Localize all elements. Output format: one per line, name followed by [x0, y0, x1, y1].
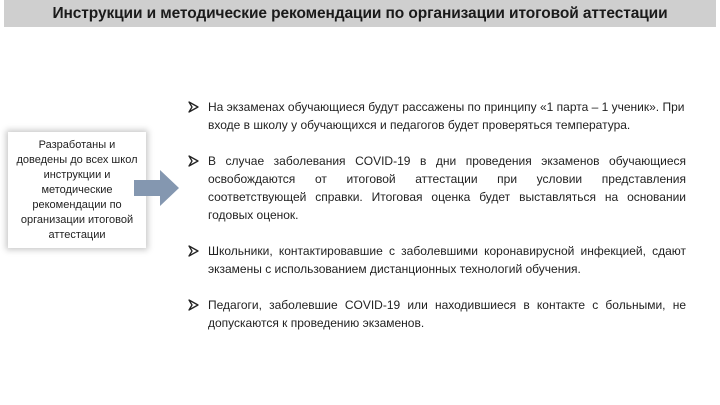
chevron-bullet-icon	[188, 299, 200, 311]
bullet-text: В случае заболевания COVID-19 в дни проведения экзаменов обучающиеся освобождаются от итоговой аттестации при условии представления соответствующей справки. Итоговая оценка будет выставляться на основании годовых оценок.	[208, 154, 686, 222]
bullet-item	[188, 242, 686, 278]
right-arrow-icon	[134, 169, 180, 207]
chevron-bullet-icon	[188, 245, 200, 257]
chevron-bullet-icon	[188, 155, 200, 167]
bullet-item	[188, 296, 686, 332]
summary-text: Разработаны и доведены до всех школ инструкции и методические рекомендации по организации итоговой аттестации	[16, 138, 138, 241]
summary-box	[8, 132, 146, 248]
bullet-text: На экзаменах обучающиеся будут рассажены по принципу «1 парта – 1 ученик». При входе в школу у обучающихся и педагогов будет проверяться температура.	[208, 100, 685, 132]
bullet-item	[188, 98, 686, 134]
bullet-text: Школьники, контактировавшие с заболевшими коронавирусной инфекцией, сдают экзамены с использованием дистанционных технологий обучения.	[208, 244, 686, 276]
title-bar	[4, 0, 716, 27]
bullet-item	[188, 152, 686, 224]
page-title: Инструкции и методические рекомендации по организации итоговой аттестации	[52, 4, 668, 22]
bullet-text: Педагоги, заболевшие COVID-19 или находившиеся в контакте с больными, не допускаются к проведению экзаменов.	[208, 298, 686, 330]
bullet-list	[188, 98, 686, 350]
chevron-bullet-icon	[188, 101, 200, 113]
